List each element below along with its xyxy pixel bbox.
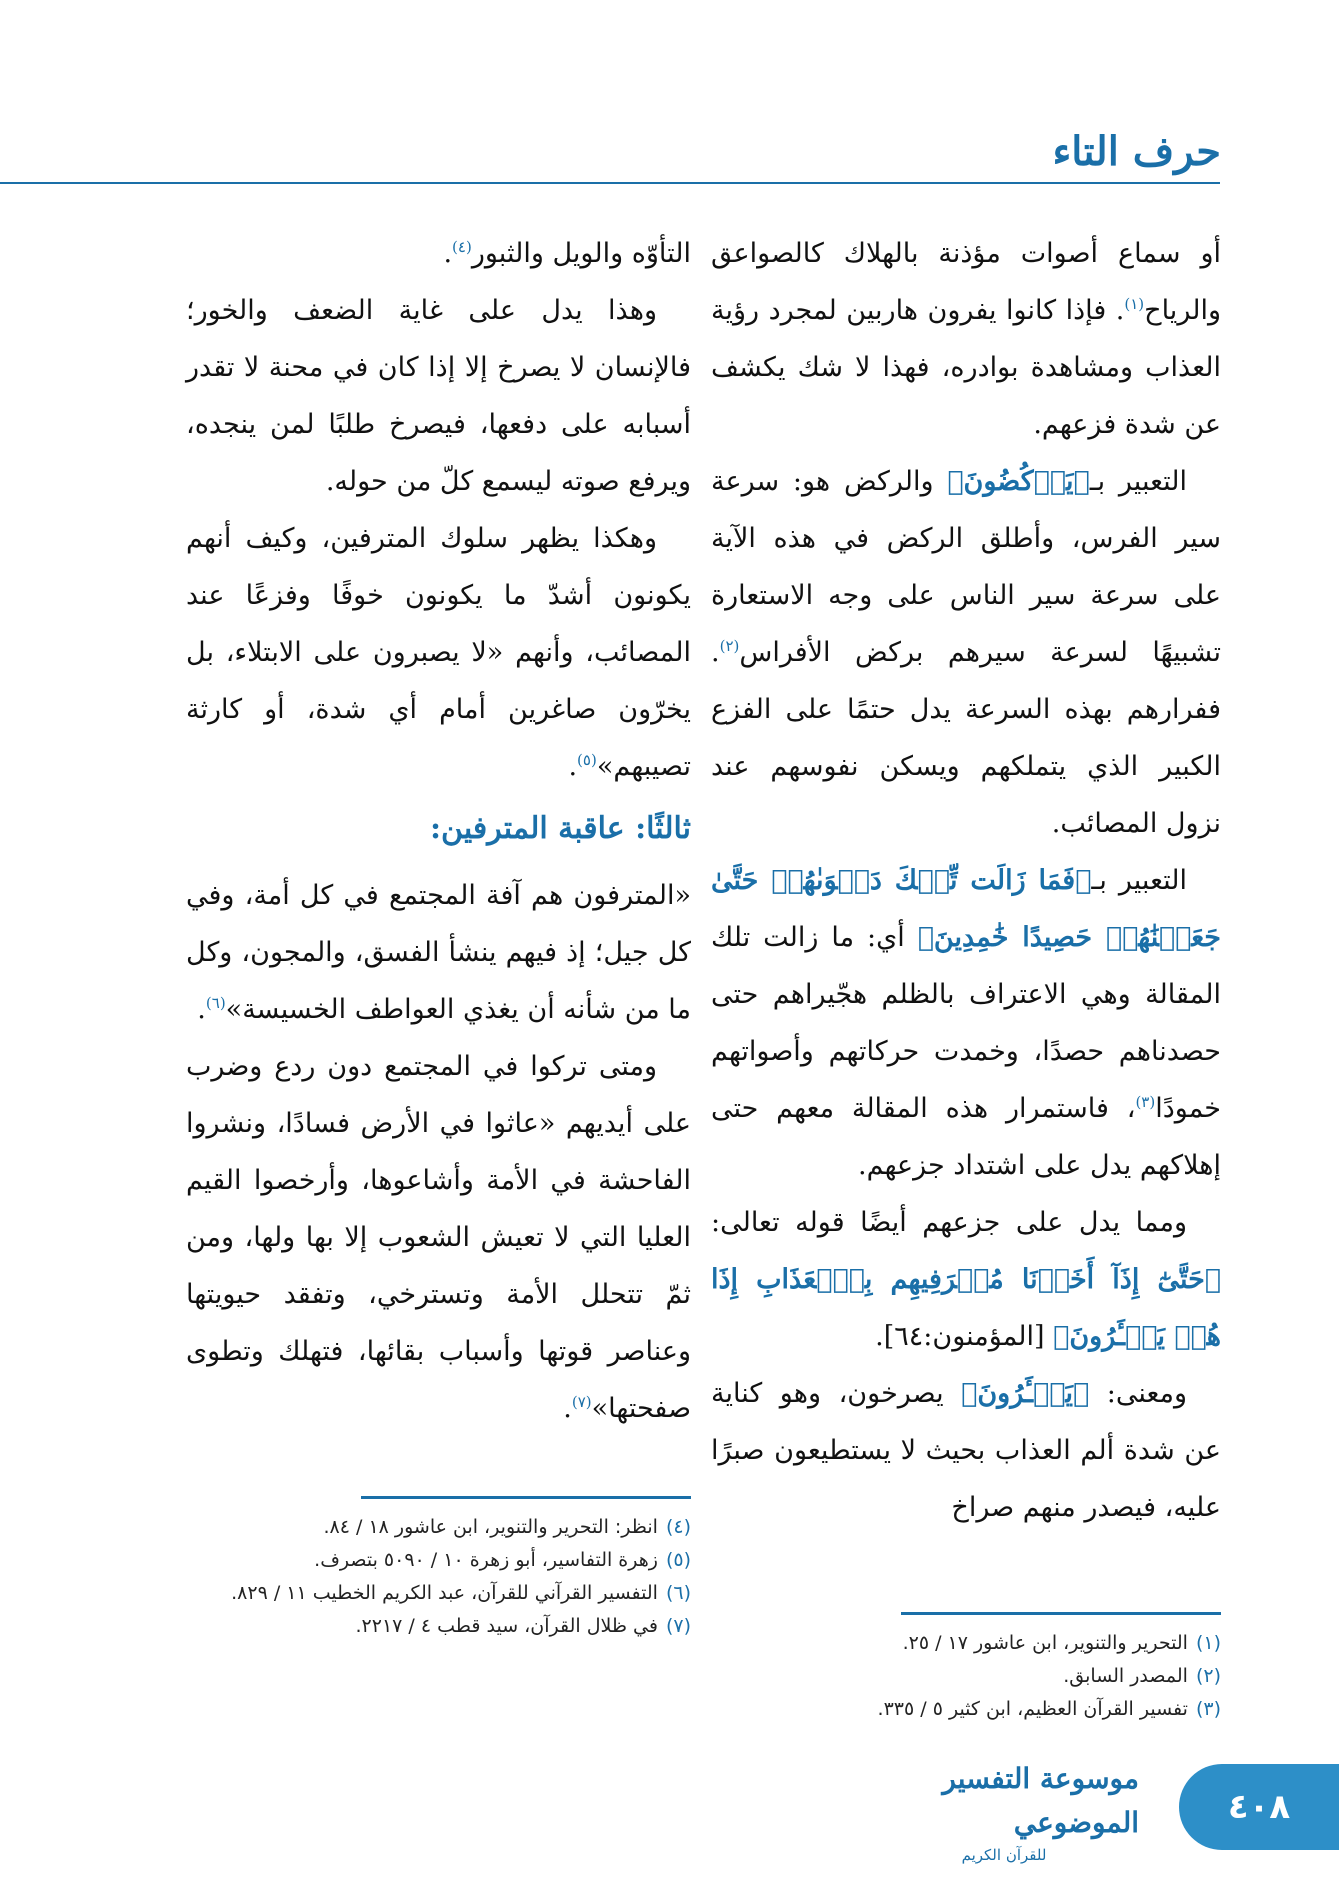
running-header: حرف التاء bbox=[1052, 128, 1221, 175]
quran-verse: ﴿فَمَا زَالَت تِّلۡكَ دَعۡوَىٰهُمۡ حَتَّىٰ جَعَلۡنَٰهُمۡ حَصِيدًا خَٰمِدِينَ﴾ bbox=[711, 865, 1221, 953]
footnote-ref[interactable]: (٤) bbox=[452, 238, 472, 256]
footnote: (٢) المصدر السابق. bbox=[1063, 1665, 1221, 1687]
page-number: ٤٠٨ bbox=[1227, 1787, 1291, 1827]
paragraph: التأوّه والويل والثبور$^{(٤)}$. bbox=[443, 238, 691, 269]
encyclopedia-logo: موسوعة التفسير الموضوعي للقرآن الكريم bbox=[942, 1762, 1139, 1864]
section-heading: ثالثًا: عاقبة المترفين: bbox=[429, 811, 691, 846]
footnote: (١) التحرير والتنوير، ابن عاشور ١٧ / ٢٥. bbox=[902, 1632, 1221, 1654]
footnote: (٥) زهرة التفاسير، أبو زهرة ١٠ / ٥٠٩٠ بتصرف. bbox=[314, 1549, 691, 1571]
quran-verse: ﴿حَتَّىٰٓ إِذَآ أَخَذۡنَا مُتۡرَفِيهِم بِٱلۡعَذَابِ إِذَا هُمۡ يَجۡـَٔرُونَ﴾ bbox=[711, 1264, 1221, 1352]
footnote-ref[interactable]: (١) bbox=[1124, 295, 1145, 313]
right-column bbox=[711, 225, 1221, 1536]
paragraph: وهذا يدل على غاية الضعف والخور؛ فالإنسان لا يصرخ إلا إذا كان في محنة لا تقدر أسبابه على دفعها، فيصرخ طلبًا لمن ينجده، ويرفع صوته ليسمع كلّ من حوله. bbox=[186, 295, 691, 497]
paragraph: ومعنى: ﴿يَجۡـَٔرُونَ﴾ يصرخون، وهو كناية عن شدة ألم العذاب بحيث لا يستطيعون صبرًا عليه، فيصدر منهم صراخ bbox=[711, 1378, 1221, 1523]
paragraph: أو سماع أصوات مؤذنة بالهلاك كالصواعق والرياح$^{(١)}$. فإذا كانوا يفرون هاربين لمجرد رؤية العذاب ومشاهدة بوادره، فهذا لا شك يكشف عن شدة فزعهم. bbox=[711, 238, 1221, 440]
paragraph: التعبير بـ﴿يَرۡكُضُونَ﴾ والركض هو: سرعة سير الفرس، وأطلق الركض في هذه الآية على سرعة سير الناس على وجه الاستعارة تشبيهًا لسرعة سيرهم بركض الأفراس$^{(٢)}$. ففرارهم بهذه السرعة يدل حتمًا على الفزع الكبير الذي يتملكهم ويسكن نفوسهم عند نزول المصائب. bbox=[711, 466, 1221, 839]
paragraph: «المترفون هم آفة المجتمع في كل أمة، وفي كل جيل؛ إذ فيهم ينشأ الفسق، والمجون، وكل ما من شأنه أن يغذي العواطف الخسيسة»$^{(٦)}$. bbox=[186, 880, 691, 1025]
footnote-ref[interactable]: (٢) bbox=[719, 637, 740, 655]
paragraph: وهكذا يظهر سلوك المترفين، وكيف أنهم يكونون أشدّ ما يكونون خوفًا وفزعًا عند المصائب، وأنهم «لا يصبرون على الابتلاء، بل يخرّون صاغرين أمام أي شدة، أو كارثة تصيبهم»$^{(٥)}$. bbox=[186, 523, 691, 782]
footnote-ref[interactable]: (٥) bbox=[577, 751, 597, 769]
footnote-ref[interactable]: (٣) bbox=[1135, 1093, 1156, 1111]
footnote: (٧) في ظلال القرآن، سيد قطب ٤ / ٢٢١٧. bbox=[355, 1615, 691, 1637]
footnote: (٦) التفسير القرآني للقرآن، عبد الكريم الخطيب ١١ / ٨٢٩. bbox=[231, 1582, 691, 1604]
quran-verse: ﴿يَجۡـَٔرُونَ﴾ bbox=[961, 1378, 1090, 1409]
footnotes-left bbox=[186, 1511, 691, 1643]
paragraph: ومما يدل على جزعهم أيضًا قوله تعالى: ﴿حَتَّىٰٓ إِذَآ أَخَذۡنَا مُتۡرَفِيهِم بِٱلۡعَذَابِ إِذَا هُمۡ يَجۡـَٔرُونَ﴾ [المؤمنون:٦٤]. bbox=[711, 1207, 1221, 1352]
footnotes-right bbox=[711, 1627, 1221, 1726]
header-rule bbox=[0, 182, 1220, 184]
page-number-tab bbox=[1179, 1764, 1339, 1850]
paragraph: التعبير بـ﴿فَمَا زَالَت تِّلۡكَ دَعۡوَىٰهُمۡ حَتَّىٰ جَعَلۡنَٰهُمۡ حَصِيدًا خَٰمِدِينَ﴾ أي: ما زالت تلك المقالة وهي الاعتراف بالظلم هجّيراهم حتى حصدناهم حصدًا، وخمدت حركاتهم وأصواتهم خمودًا$^{(٣)}$، فاستمرار هذه المقالة معهم حتى إهلاكهم يدل على اشتداد جزعهم. bbox=[711, 865, 1221, 1181]
footnote-ref[interactable]: (٦) bbox=[205, 994, 226, 1012]
left-column bbox=[186, 225, 691, 1437]
paragraph: ومتى تركوا في المجتمع دون ردع وضرب على أيديهم «عاثوا في الأرض فسادًا، ونشروا الفاحشة في الأمة وأشاعوها، وأرخصوا القيم العليا التي لا تعيش الشعوب إلا بها ولها، ومن ثمّ تتحلل الأمة وتسترخي، وتفقد حيويتها وعناصر قوتها وأسباب بقائها، فتهلك وتطوى صفحتها»$^{(٧)}$. bbox=[186, 1051, 691, 1424]
footnote-divider bbox=[361, 1496, 691, 1499]
verse-reference: [المؤمنون:٦٤]. bbox=[875, 1321, 1054, 1352]
footnote-ref[interactable]: (٧) bbox=[571, 1393, 592, 1411]
footnote: (٣) تفسير القرآن العظيم، ابن كثير ٥ / ٣٣٥. bbox=[877, 1698, 1221, 1720]
footnote: (٤) انظر: التحرير والتنوير، ابن عاشور ١٨ / ٨٤. bbox=[323, 1516, 691, 1538]
footnote-divider bbox=[901, 1612, 1221, 1615]
quran-verse: ﴿يَرۡكُضُونَ﴾ bbox=[947, 466, 1090, 497]
